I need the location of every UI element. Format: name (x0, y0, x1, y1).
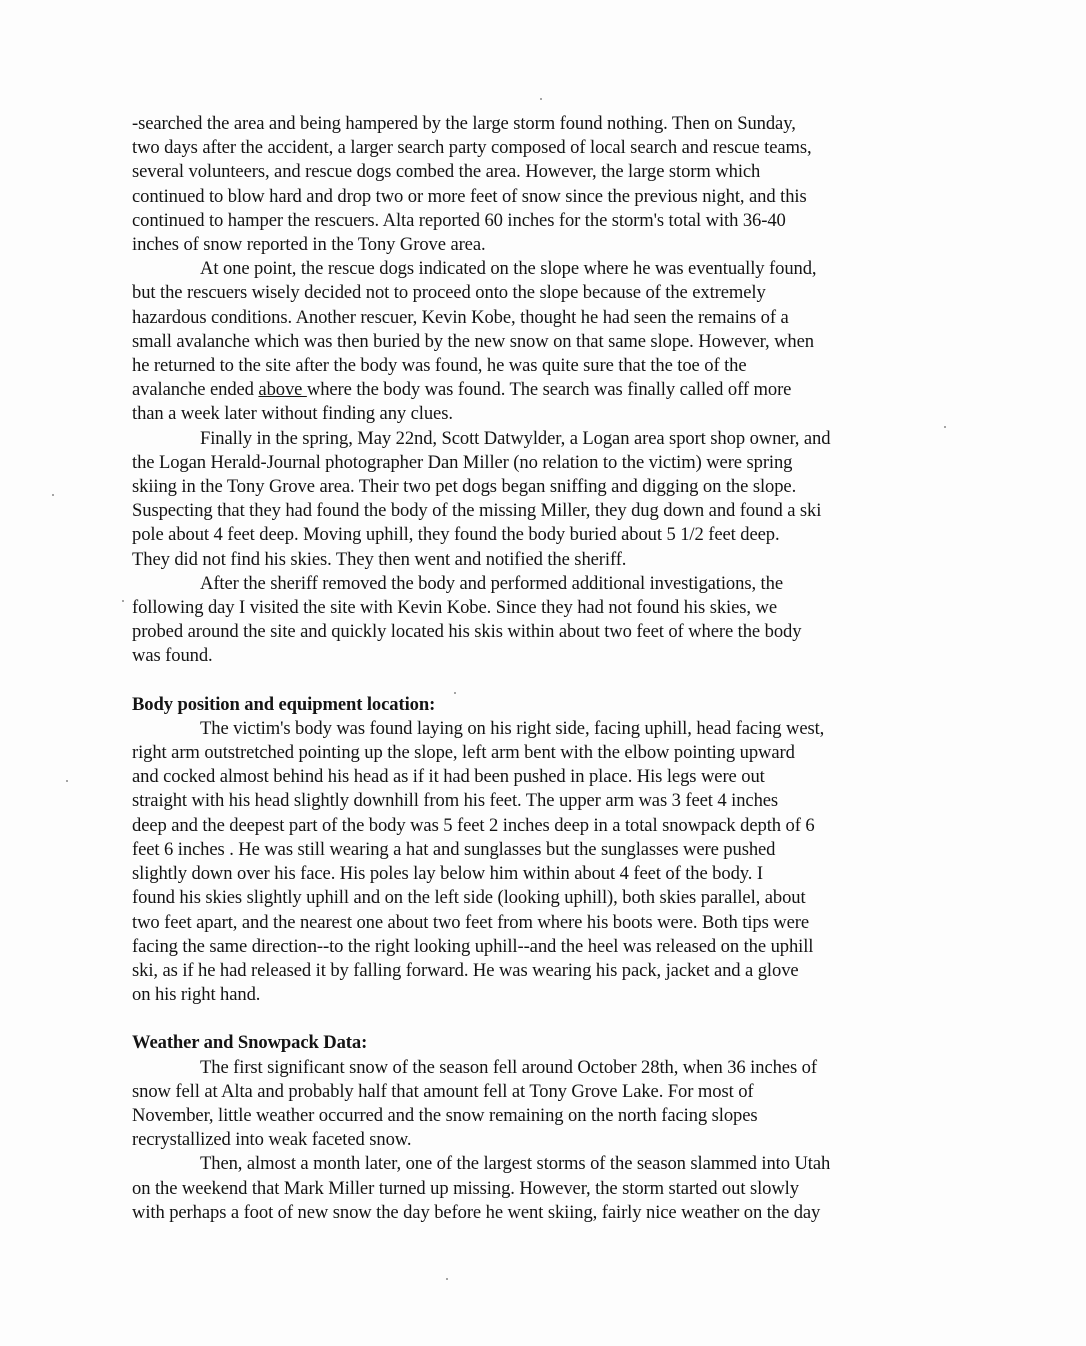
text-line: The victim's body was found laying on his right side, facing uphill, head facing west, (200, 717, 825, 739)
text-line: -searched the area and being hampered by the large storm found nothing. Then on Sunday, (132, 113, 796, 134)
text-line: feet 6 inches . He was still wearing a hat and sunglasses but the sunglasses were pushed (132, 838, 776, 860)
text-line: and cocked almost behind his head as if it had been pushed in place. His legs were out (132, 766, 765, 788)
section-body-position (132, 693, 962, 1008)
text-line: following day I visited the site with Kevin Kobe. Since they had not found his skies, we (132, 597, 777, 619)
text-line: slightly down over his face. His poles lay below him within about 4 feet of the body. I (132, 863, 763, 885)
text-line: Finally in the spring, May 22nd, Scott Datwylder, a Logan area sport shop owner, and (200, 427, 831, 449)
text-line: right arm outstretched pointing up the slope, left arm bent with the elbow pointing upward (132, 742, 795, 764)
text-line: than a week later without finding any clues. (132, 403, 453, 425)
text-line: ski, as if he had released it by falling forward. He was wearing his pack, jacket and a glove (132, 959, 799, 981)
text-line: They did not find his skies. They then went and notified the sheriff. (132, 548, 627, 570)
text-line: several volunteers, and rescue dogs combed the area. However, the large storm which (132, 161, 761, 183)
text-line: on the weekend that Mark Miller turned up missing. However, the storm started out slowly (132, 1177, 799, 1199)
scan-speck (446, 1278, 448, 1280)
text-line: snow fell at Alta and probably half that amount fell at Tony Grove Lake. For most of (132, 1080, 754, 1102)
text-line: Suspecting that they had found the body of the missing Miller, they dug down and found a ski (132, 500, 822, 522)
section-heading: Weather and Snowpack Data: (132, 1032, 368, 1054)
text-line: hazardous conditions. Another rescuer, Kevin Kobe, thought he had seen the remains of a (132, 306, 789, 328)
text-line: skiing in the Tony Grove area. Their two pet dogs began sniffing and digging on the slope. (132, 476, 797, 498)
text-line: two feet apart, and the nearest one about two feet from where his boots were. Both tips were (132, 911, 809, 933)
section-spacer (132, 1007, 962, 1031)
text-line: continued to hamper the rescuers. Alta reported 60 inches for the storm's total with 36-40 (132, 209, 786, 231)
paragraph-spring-discovery (132, 427, 962, 572)
text-line: continued to blow hard and drop two or more feet of snow since the previous night, and this (132, 185, 807, 207)
section-spacer (132, 669, 962, 693)
text-line: was found. (132, 645, 213, 667)
text-line: small avalanche which was then buried by the new snow on that same slope. However, when (132, 330, 814, 352)
text-line: with perhaps a foot of new snow the day before he went skiing, fairly nice weather on the day (132, 1201, 821, 1223)
paragraph-rescue-dogs (132, 257, 962, 426)
scan-speck (66, 780, 68, 782)
underlined-word: above (258, 379, 307, 401)
text-line: probed around the site and quickly located his skis within about two feet of where the body (132, 621, 802, 643)
text-line: inches of snow reported in the Tony Grove area. (132, 234, 486, 256)
text-line: Then, almost a month later, one of the largest storms of the season slammed into Utah (200, 1153, 831, 1175)
text-line: two days after the accident, a larger search party composed of local search and rescue teams, (132, 137, 812, 159)
section-weather-snowpack (132, 1031, 962, 1225)
scan-speck (540, 98, 542, 100)
text-line: The first significant snow of the season fell around October 28th, when 36 inches of (200, 1056, 817, 1078)
text-line: After the sheriff removed the body and performed additional investigations, the (200, 572, 783, 594)
scan-speck (52, 494, 54, 496)
text-line: straight with his head slightly downhill from his feet. The upper arm was 3 feet 4 inches (132, 790, 779, 812)
text-line: facing the same direction--to the right looking uphill--and the heel was released on the uphill (132, 935, 814, 957)
text-line: on his right hand. (132, 984, 261, 1006)
text-line: found his skies slightly uphill and on the left side (looking uphill), both skies parallel, about (132, 887, 806, 909)
section-heading: Body position and equipment location: (132, 693, 436, 715)
paragraph-site-visit (132, 572, 962, 669)
text-line (132, 378, 962, 402)
scan-speck (122, 600, 124, 602)
document-body (132, 112, 962, 1225)
text-fragment: avalanche ended (132, 379, 259, 401)
text-line: At one point, the rescue dogs indicated on the slope where he was eventually found, (200, 258, 817, 280)
text-fragment: where the body was found. The search was finally called off more (306, 379, 792, 401)
text-line: he returned to the site after the body was found, he was quite sure that the toe of the (132, 355, 747, 377)
text-line: the Logan Herald-Journal photographer Dan Miller (no relation to the victim) were spring (132, 451, 793, 473)
text-line: but the rescuers wisely decided not to proceed onto the slope because of the extremely (132, 282, 766, 304)
text-line: deep and the deepest part of the body was 5 feet 2 inches deep in a total snowpack depth of 6 (132, 814, 815, 836)
text-line: recrystallized into weak faceted snow. (132, 1129, 412, 1151)
paragraph-search-continuation (132, 112, 962, 257)
text-line: November, little weather occurred and the snow remaining on the north facing slopes (132, 1104, 758, 1126)
text-line: pole about 4 feet deep. Moving uphill, they found the body buried about 5 1/2 feet deep. (132, 524, 780, 546)
